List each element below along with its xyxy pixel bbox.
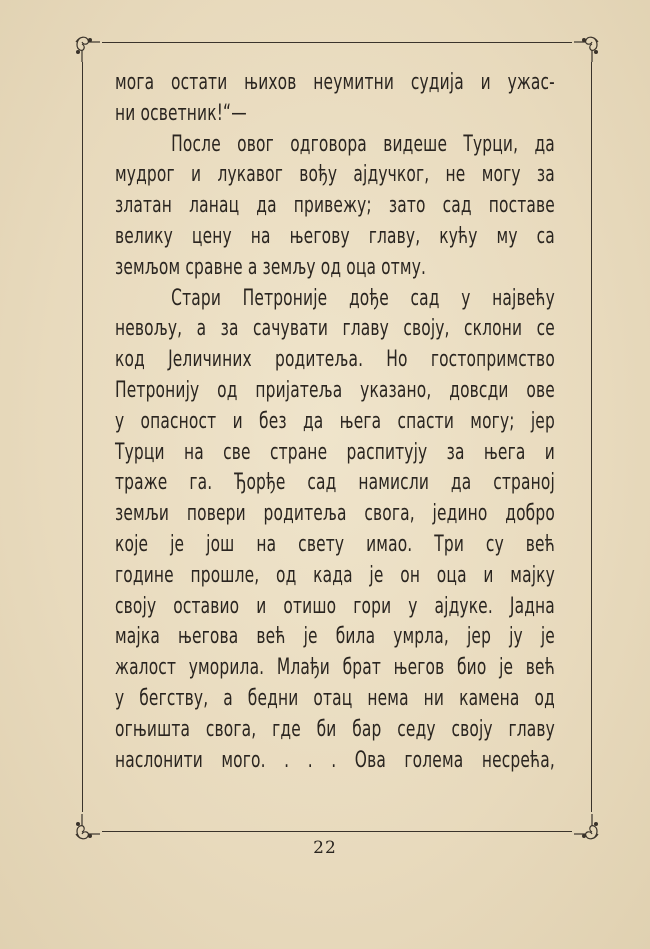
frame-left-rule: [82, 62, 83, 812]
text-line: код Јеличиних родитеља. Но гостопримство: [115, 347, 555, 373]
text-line: наслонити мого. . . . Ова голема несрећа,: [115, 747, 555, 773]
text-line: ни осветник!“—: [115, 100, 247, 126]
frame-right-rule: [591, 62, 592, 812]
text-line: у бегству, а бедни отац нема ни камена од: [115, 685, 555, 711]
text-line: невољу, а за сачувати главу своју, склони се: [115, 316, 555, 342]
corner-ornament-icon: [70, 32, 100, 62]
page-number: 22: [313, 838, 337, 858]
text-line: Турци на све стране распитују за њега и: [115, 439, 555, 465]
text-line: огњишта свога, где би бар седу своју главу: [115, 716, 555, 742]
text-line: земљи повери родитеља свога, једино добро: [115, 501, 555, 527]
text-line: мајка његова већ је била умрла, јер ју је: [115, 624, 555, 650]
frame-bottom-rule: [102, 831, 572, 832]
text-line: земљом сравне а земљу од оца отму.: [115, 254, 427, 280]
text-line: у опасност и без да њега спасти могу; јер: [115, 408, 555, 434]
text-line: Петронију од пријатеља указано, довсди ове: [115, 377, 555, 403]
text-line: После овог одговора видеше Турци, да: [171, 131, 555, 157]
text-line: велику цену на његову главу, кућу му са: [115, 223, 555, 249]
text-line: Стари Петроније дође сад у највећу: [171, 285, 555, 311]
corner-ornament-icon: [574, 32, 604, 62]
text-line: траже га. Ђорђе сад намисли да страној: [115, 470, 555, 496]
text-line: жалост уморила. Млађи брат његов био је већ: [115, 655, 555, 681]
text-line: златан ланац да привежу; зато сад поставе: [115, 193, 555, 219]
frame-top-rule: [102, 42, 572, 43]
text-line: мога остати њихов неумитни судија и ужас-: [115, 70, 555, 95]
body-text: [115, 68, 555, 776]
text-line: које је још на свету имао. Три су већ: [115, 531, 555, 557]
text-line: своју оставио и отишо гори у ајдуке. Јадна: [115, 593, 555, 619]
text-line: мудрог и лукавог вођу ајдучког, не могу за: [115, 162, 555, 188]
text-line: године прошле, од када је он оца и мајку: [115, 562, 555, 588]
